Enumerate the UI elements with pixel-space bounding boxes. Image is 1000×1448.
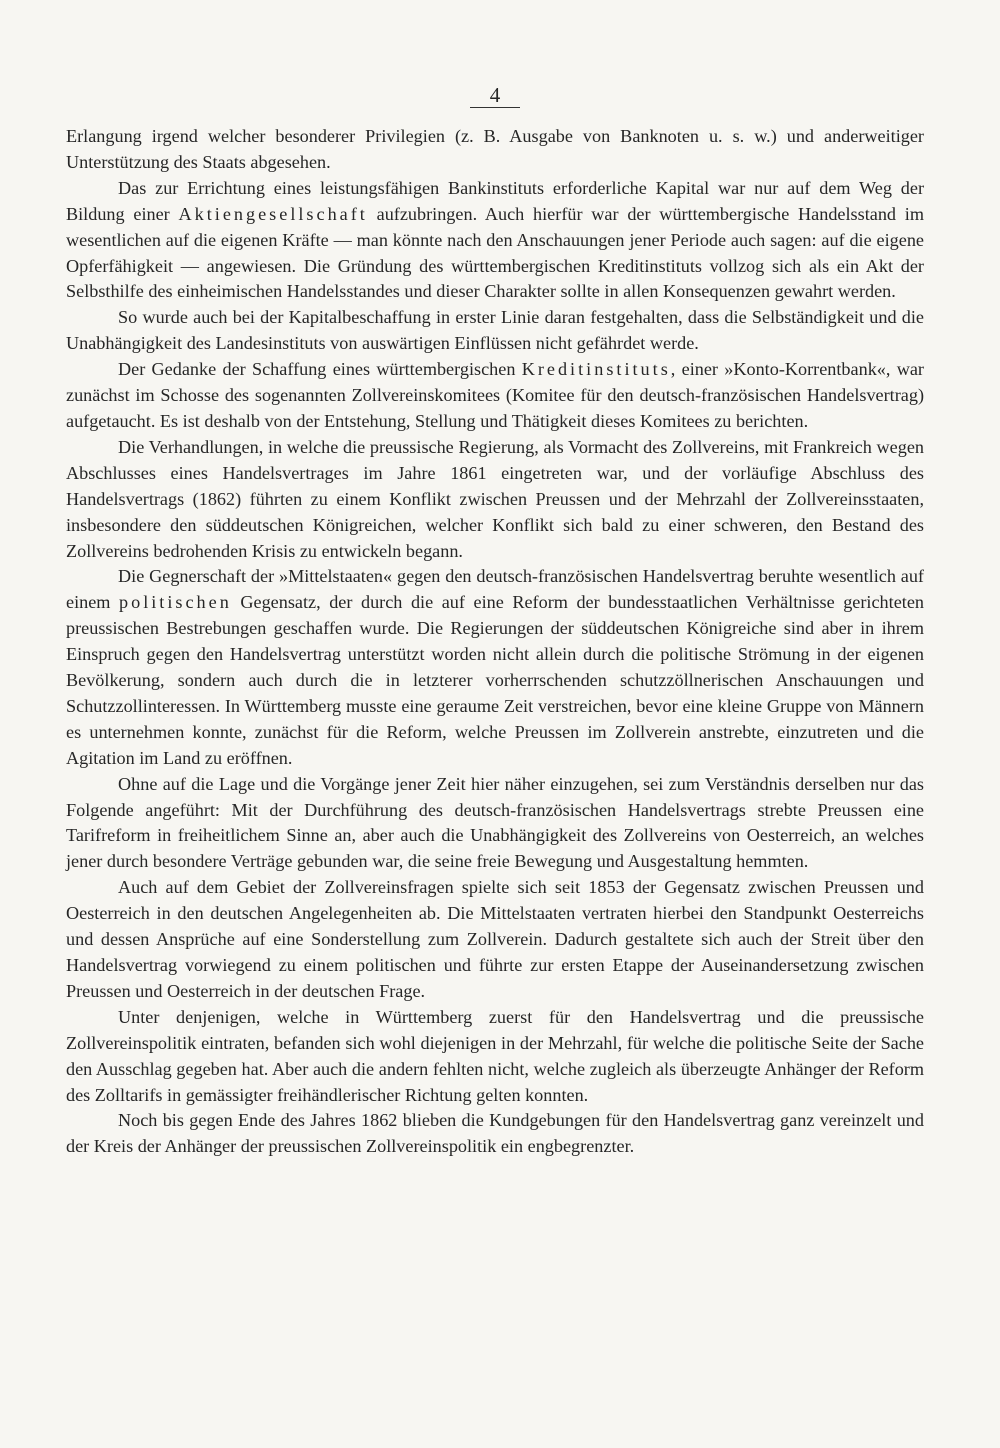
paragraph-text: Ohne auf die Lage und die Vorgänge jener Zeit hier näher einzugehen, sei zum Verständnis derselben nur das Folgende angeführt: Mit der Durchführung des deutsch-französischen Handelsvertrags strebte Preussen eine Tarifreform in freiheitlichem Sinne an, aber auch die Unabhängigkeit des Zollvereins von Oesterreich, an welches jener durch besondere Verträge gebunden war, die seine freie Bewegung und Ausgestaltung hemmten. [66, 773, 924, 872]
paragraph [66, 1005, 924, 1109]
paragraph [66, 124, 924, 176]
paragraph-text: Die Verhandlungen, in welche die preussische Regierung, als Vormacht des Zollvereins, mit Frankreich wegen Abschlusses eines Handelsvertrages im Jahre 1861 eingetreten war, und der vorläufige Abschluss des Handelsvertrags (1862) führten zu einem Konflikt zwischen Preussen und der Mehrzahl der Zollvereinsstaaten, insbesondere den süddeutschen Königreichen, welcher Konflikt sich bald zu einer schweren, den Bestand des Zollvereins bedrohenden Krisis zu entwickeln begann. [66, 436, 924, 561]
paragraph [66, 357, 924, 435]
paragraph [66, 875, 924, 1005]
page-header [66, 84, 924, 106]
paragraph [66, 772, 924, 876]
paragraph-text: , einer »Konto-Korrentbank«, war zunächst im Schosse des sogenannten Zollvereinskomitees (Komitee für den deutsch-französischen Handelsvertrag) aufgetaucht. Es ist deshalb von der Entstehung, Stellung und Thätigkeit dieses Komitees zu berichten. [66, 359, 924, 431]
paragraph-text: aufzubringen. Auch hierfür war der württembergische Handelsstand im wesentlichen auf die eigenen Kräfte — man könnte nach den Anschauungen jener Periode auch sagen: auf die eigene Opferfähigkeit — angewiesen. Die Gründung des württembergischen Kreditinstituts vollzog sich als ein Akt der Selbsthilfe des einheimischen Handelsstandes und dieser Charakter sollte in allen Konsequenzen gewahrt werden. [66, 203, 924, 302]
spaced-emphasis-text: Aktiengesellschaft [178, 203, 368, 224]
paragraph-text: Auch auf dem Gebiet der Zollvereinsfragen spielte sich seit 1853 der Gegensatz zwischen Preussen und Oesterreich in den deutschen Angelegenheiten ab. Die Mittelstaaten vertraten hierbei den Standpunkt Oesterreichs und dessen Ansprüche auf eine Sonderstellung zum Zollverein. Dadurch gestaltete sich auch der Streit über den Handelsvertrag vorwiegend zu einem politischen und führte zur ersten Etappe der Auseinandersetzung zwischen Preussen und Oesterreich in der deutschen Frage. [66, 877, 924, 1001]
paragraph-text: So wurde auch bei der Kapitalbeschaffung in erster Linie daran festgehalten, dass die Selbständigkeit und die Unabhängigkeit des Landesinstituts von auswärtigen Einflüssen nicht gefährdet werde. [66, 307, 924, 354]
paragraph-text: Noch bis gegen Ende des Jahres 1862 blieben die Kundgebungen für den Handelsvertrag ganz vereinzelt und der Kreis der Anhänger der preussischen Zollvereinspolitik ein engbegrenzter. [66, 1110, 924, 1157]
paragraph-text: Gegensatz, der durch die auf eine Reform der bundesstaatlichen Verhältnisse gerichteten preussischen Bestrebungen geschaffen wurde. Die Regierungen der süddeutschen Königreiche sind aber in ihrem Einspruch gegen den Handelsvertrag unterstützt worden nicht allein durch die politische Strömung in der eigenen Bevölkerung, sondern auch durch die in letzterer vorherrschenden schutzzöllnerischen Anschauungen und Schutzzollinteressen. In Württemberg musste eine geraume Zeit verstreichen, bevor eine kleine Gruppe von Männern es unternehmen konnte, zunächst für die Reform, welche Preussen im Zollverein anstrebte, einzutreten und die Agitation im Land zu eröffnen. [66, 592, 924, 768]
paragraph [66, 305, 924, 357]
paragraph [66, 1108, 924, 1160]
paragraph [66, 435, 924, 565]
paragraph-text: Erlangung irgend welcher besonderer Privilegien (z. B. Ausgabe von Banknoten u. s. w.) und anderweitiger Unterstützung des Staats abgesehen. [66, 126, 924, 172]
paragraph [66, 176, 924, 306]
paragraph-text: Unter denjenigen, welche in Württemberg zuerst für den Handelsvertrag und die preussische Zollvereinspolitik eintraten, befanden sich wohl diejenigen in der Mehrzahl, für welche die politische Seite der Sache den Ausschlag gegeben hat. Aber auch die andern fehlten nicht, welche zugleich als überzeugte Anhänger der Reform des Zolltarifs in gemässigter freihändlerischer Richtung gelten konnten. [66, 1006, 924, 1105]
body-text [66, 124, 924, 1160]
spaced-emphasis-text: politischen [119, 592, 232, 613]
paragraph-text: Das zur Errichtung eines leistungsfähigen Bankinstituts erforderliche Kapital war nur auf dem Weg der Bildung einer [66, 177, 924, 224]
paragraph [66, 564, 924, 771]
page-number: 4 [470, 84, 521, 108]
paragraph-text: Die Gegnerschaft der »Mittelstaaten« gegen den deutsch-französischen Handelsvertrag beruhte wesentlich auf einem [66, 566, 924, 613]
paragraph-text: Der Gedanke der Schaffung eines württembergischen [118, 359, 522, 380]
spaced-emphasis-text: Kreditinstituts [521, 359, 671, 380]
